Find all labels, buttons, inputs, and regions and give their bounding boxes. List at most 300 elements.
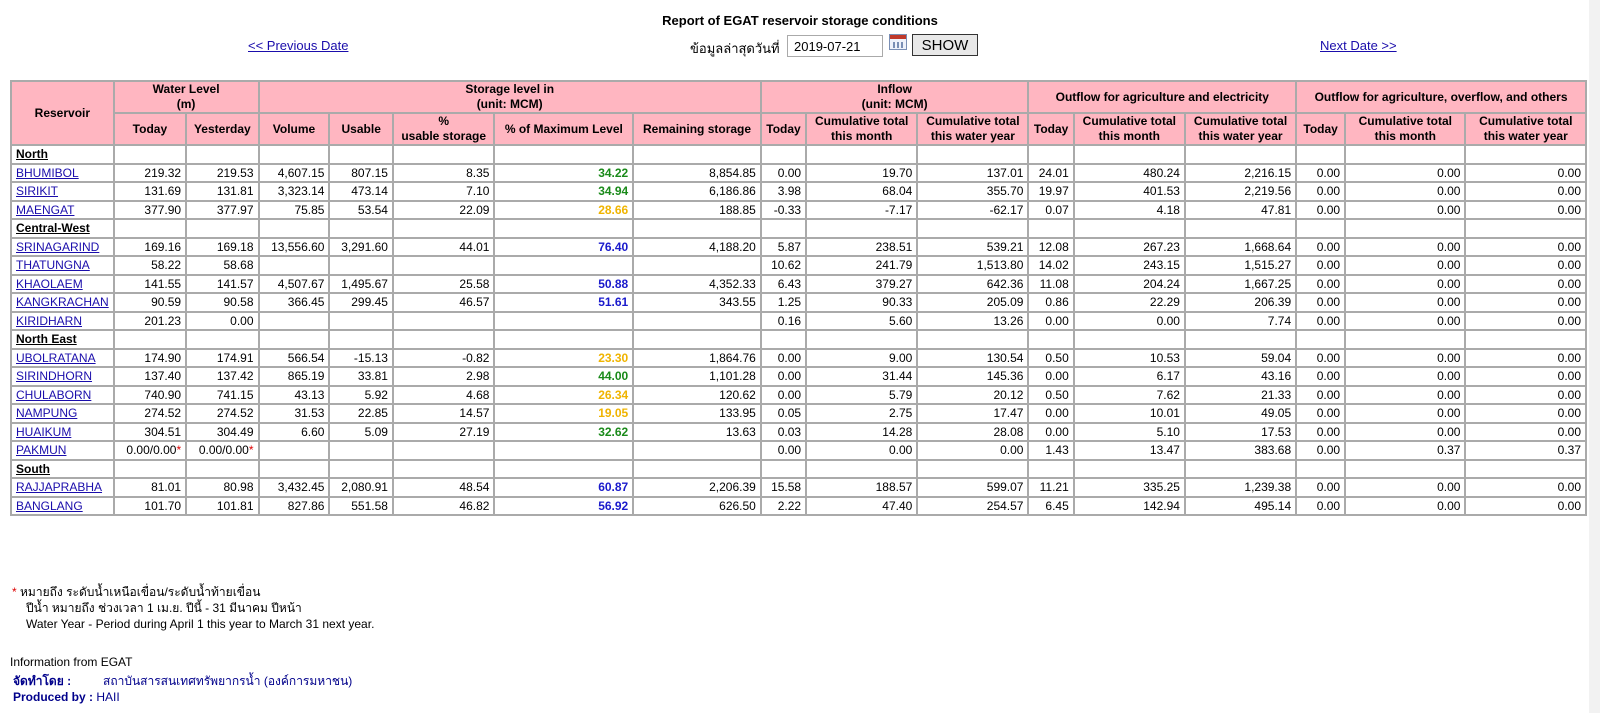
data-cell: 0.00 (1296, 182, 1345, 201)
data-cell: 1,668.64 (1185, 238, 1296, 257)
reservoir-name-cell (11, 312, 114, 331)
data-cell: 0.00 (1296, 478, 1345, 497)
data-cell: 141.55 (114, 275, 186, 294)
empty-cell (494, 330, 633, 349)
data-cell: 0.00 (1345, 312, 1465, 331)
table-row (11, 386, 1586, 405)
data-cell: 366.45 (259, 293, 330, 312)
data-cell: 43.16 (1185, 367, 1296, 386)
data-cell: -62.17 (917, 201, 1028, 220)
table-row (11, 182, 1586, 201)
empty-cell (917, 460, 1028, 479)
data-cell: 0.00 (761, 164, 806, 183)
data-cell: 626.50 (633, 497, 761, 516)
data-cell: 335.25 (1074, 478, 1185, 497)
reservoir-link[interactable]: BANGLANG (16, 498, 83, 513)
empty-cell (186, 460, 258, 479)
region-label: South (11, 460, 114, 479)
reservoir-name-cell (11, 423, 114, 442)
data-cell: 120.62 (633, 386, 761, 405)
reservoir-link[interactable]: NAMPUNG (16, 406, 78, 421)
header-water-level: Water Level (m) (114, 81, 259, 113)
empty-cell (917, 145, 1028, 164)
data-cell: 31.44 (806, 367, 917, 386)
data-cell: 3,291.60 (329, 238, 392, 257)
header-pct-usable: % usable storage (393, 113, 495, 145)
empty-cell (761, 330, 806, 349)
empty-cell (806, 460, 917, 479)
header-remaining: Remaining storage (633, 113, 761, 145)
empty-cell (917, 219, 1028, 238)
previous-date-link[interactable]: << Previous Date (248, 38, 349, 53)
data-cell: 24.01 (1028, 164, 1073, 183)
data-cell: 5.09 (329, 423, 392, 442)
region-label: Central-West (11, 219, 114, 238)
header-wl-yesterday: Yesterday (186, 113, 258, 145)
empty-cell (114, 145, 186, 164)
header-usable: Usable (329, 113, 392, 145)
empty-cell (114, 330, 186, 349)
empty-cell (1028, 460, 1073, 479)
empty-cell (186, 219, 258, 238)
empty-cell (633, 330, 761, 349)
data-cell: 32.62 (494, 423, 633, 442)
data-cell: 0.00 (1345, 386, 1465, 405)
data-cell: 0.50 (1028, 349, 1073, 368)
data-cell: 8.35 (393, 164, 495, 183)
data-cell: 740.90 (114, 386, 186, 405)
empty-cell (761, 460, 806, 479)
data-cell: 243.15 (1074, 256, 1185, 275)
data-cell: 0.00 (1345, 497, 1465, 516)
data-cell: 76.40 (494, 238, 633, 257)
data-cell: 81.01 (114, 478, 186, 497)
data-cell: 0.00 (1296, 293, 1345, 312)
data-cell: 495.14 (1185, 497, 1296, 516)
data-cell (259, 441, 330, 460)
empty-cell (259, 145, 330, 164)
empty-cell (1074, 330, 1185, 349)
empty-cell (1185, 460, 1296, 479)
data-cell: 2.22 (761, 497, 806, 516)
data-cell: 2,216.15 (1185, 164, 1296, 183)
data-cell: 241.79 (806, 256, 917, 275)
header-volume: Volume (259, 113, 330, 145)
data-cell: 0.86 (1028, 293, 1073, 312)
data-cell (494, 312, 633, 331)
reservoir-link[interactable]: SIRINDHORN (16, 369, 93, 384)
data-cell: 0.00 (806, 441, 917, 460)
data-cell: 0.00 (1296, 441, 1345, 460)
empty-cell (259, 330, 330, 349)
region-row (11, 330, 1586, 349)
data-cell: 59.04 (1185, 349, 1296, 368)
empty-cell (633, 145, 761, 164)
data-cell: 7.74 (1185, 312, 1296, 331)
reservoir-link[interactable]: CHULABORN (16, 387, 92, 402)
data-cell: 205.09 (917, 293, 1028, 312)
star-note: หมายถึง ระดับน้ำเหนือเขื่อน/ระดับน้ำท้ายเขื่อน (20, 585, 261, 599)
reservoir-name-cell (11, 367, 114, 386)
reservoir-name-cell (11, 441, 114, 460)
data-cell: 343.55 (633, 293, 761, 312)
data-cell: 14.28 (806, 423, 917, 442)
data-cell: 19.97 (1028, 182, 1073, 201)
data-cell: 219.32 (114, 164, 186, 183)
data-cell: 101.70 (114, 497, 186, 516)
region-label: North East (11, 330, 114, 349)
data-cell: 6.17 (1074, 367, 1185, 386)
data-cell: 4,352.33 (633, 275, 761, 294)
empty-cell (1296, 219, 1345, 238)
data-cell: 807.15 (329, 164, 392, 183)
empty-cell (329, 460, 392, 479)
empty-cell (329, 219, 392, 238)
empty-cell (494, 145, 633, 164)
data-cell: 56.92 (494, 497, 633, 516)
empty-cell (806, 145, 917, 164)
data-cell: 137.40 (114, 367, 186, 386)
data-cell: -0.82 (393, 349, 495, 368)
reservoir-link[interactable]: MAENGAT (16, 202, 75, 217)
data-cell: 43.13 (259, 386, 330, 405)
produced-by-value: HAII (96, 690, 120, 704)
data-cell: 0.07 (1028, 201, 1073, 220)
data-cell: 6,186.86 (633, 182, 761, 201)
empty-cell (393, 460, 495, 479)
table-row (11, 256, 1586, 275)
empty-cell (393, 219, 495, 238)
empty-cell (1074, 219, 1185, 238)
data-cell: 0.50 (1028, 386, 1073, 405)
data-cell: 15.58 (761, 478, 806, 497)
table-row (11, 367, 1586, 386)
reservoir-link[interactable]: SIRIKIT (16, 184, 59, 199)
data-cell: 0.00 (1296, 238, 1345, 257)
empty-cell (1185, 145, 1296, 164)
data-cell: 5.79 (806, 386, 917, 405)
data-cell: 47.40 (806, 497, 917, 516)
page-title: Report of EGAT reservoir storage conditions (662, 13, 938, 28)
data-cell: 34.22 (494, 164, 633, 183)
data-cell: 1,513.80 (917, 256, 1028, 275)
data-cell: 0.00 (1465, 367, 1586, 386)
reservoir-name-cell (11, 182, 114, 201)
data-cell: -15.13 (329, 349, 392, 368)
data-cell: 642.36 (917, 275, 1028, 294)
reservoir-link[interactable]: SRINAGARIND (16, 239, 100, 254)
data-cell: 0.00 (1345, 256, 1465, 275)
data-cell: 1.43 (1028, 441, 1073, 460)
data-cell: 5.60 (806, 312, 917, 331)
data-cell: 5.87 (761, 238, 806, 257)
empty-cell (1296, 330, 1345, 349)
reservoir-name-cell (11, 256, 114, 275)
empty-cell (1465, 145, 1586, 164)
next-date-link[interactable]: Next Date >> (1320, 38, 1397, 53)
data-cell: 141.57 (186, 275, 258, 294)
data-cell: 0.00 (1465, 238, 1586, 257)
reservoir-name-cell (11, 497, 114, 516)
data-cell: 4,188.20 (633, 238, 761, 257)
data-cell: 10.62 (761, 256, 806, 275)
data-cell (329, 441, 392, 460)
data-cell: 46.82 (393, 497, 495, 516)
data-cell: 23.30 (494, 349, 633, 368)
data-cell: 4.68 (393, 386, 495, 405)
empty-cell (1345, 460, 1465, 479)
data-cell: 19.70 (806, 164, 917, 183)
table-row (11, 164, 1586, 183)
data-cell: 6.60 (259, 423, 330, 442)
star-marker: * (176, 443, 182, 458)
data-cell: 19.05 (494, 404, 633, 423)
data-cell: 46.57 (393, 293, 495, 312)
data-cell: 5.10 (1074, 423, 1185, 442)
header-inflow-cum-year: Cumulative total this water year (917, 113, 1028, 145)
data-cell: 13.26 (917, 312, 1028, 331)
data-cell (329, 256, 392, 275)
empty-cell (633, 460, 761, 479)
empty-cell (1465, 460, 1586, 479)
data-cell: 11.08 (1028, 275, 1073, 294)
data-cell: 44.00 (494, 367, 633, 386)
data-cell: 0.00 (761, 367, 806, 386)
data-cell: 0.00 (1345, 164, 1465, 183)
data-cell: 28.08 (917, 423, 1028, 442)
data-cell (329, 312, 392, 331)
data-cell: 31.53 (259, 404, 330, 423)
header-inflow-cum-month: Cumulative total this month (806, 113, 917, 145)
data-cell: 204.24 (1074, 275, 1185, 294)
data-cell: 0.00 (761, 349, 806, 368)
data-cell: 1,101.28 (633, 367, 761, 386)
data-cell: 13.63 (633, 423, 761, 442)
data-cell: 0.00 (1465, 478, 1586, 497)
empty-cell (761, 145, 806, 164)
data-cell: 304.49 (186, 423, 258, 442)
data-cell: 0.00 (1345, 201, 1465, 220)
header-wl-today: Today (114, 113, 186, 145)
data-cell: 17.53 (1185, 423, 1296, 442)
data-cell: 201.23 (114, 312, 186, 331)
data-cell: 68.04 (806, 182, 917, 201)
data-cell: 0.00 (1345, 275, 1465, 294)
info-source: Information from EGAT (10, 655, 133, 669)
empty-cell (1465, 330, 1586, 349)
data-cell (393, 312, 495, 331)
data-cell: 0.00 (1028, 423, 1073, 442)
data-cell: 7.10 (393, 182, 495, 201)
data-cell: 304.51 (114, 423, 186, 442)
data-cell: 80.98 (186, 478, 258, 497)
reservoir-link[interactable]: UBOLRATANA (16, 350, 96, 365)
data-cell: 0.00 (1345, 182, 1465, 201)
data-cell: 21.33 (1185, 386, 1296, 405)
data-cell: 174.90 (114, 349, 186, 368)
header-out2-today: Today (1296, 113, 1345, 145)
empty-cell (329, 330, 392, 349)
data-cell: 206.39 (1185, 293, 1296, 312)
data-cell: 137.01 (917, 164, 1028, 183)
empty-cell (917, 330, 1028, 349)
header-reservoir: Reservoir (11, 81, 114, 145)
reservoir-link[interactable]: RAJJAPRABHA (16, 480, 103, 495)
reservoir-link[interactable]: PAKMUN (16, 443, 67, 458)
reservoir-link[interactable]: KHAOLAEM (16, 276, 83, 291)
show-button[interactable]: SHOW (912, 34, 978, 56)
data-cell: 383.68 (1185, 441, 1296, 460)
header-inflow: Inflow (unit: MCM) (761, 81, 1029, 113)
empty-cell (259, 460, 330, 479)
empty-cell (1296, 145, 1345, 164)
data-cell: 25.58 (393, 275, 495, 294)
table-row (11, 349, 1586, 368)
data-cell: 6.45 (1028, 497, 1073, 516)
reservoir-link[interactable]: KIRIDHARN (16, 313, 83, 328)
data-cell: 0.00 (917, 441, 1028, 460)
data-cell: 0.00 (1465, 275, 1586, 294)
empty-cell (761, 219, 806, 238)
data-cell: 0.00 (1028, 367, 1073, 386)
reservoir-name-cell (11, 404, 114, 423)
date-input[interactable] (787, 35, 883, 57)
data-cell (494, 441, 633, 460)
data-cell: 1,864.76 (633, 349, 761, 368)
data-cell: 3.98 (761, 182, 806, 201)
data-cell: 4,607.15 (259, 164, 330, 183)
data-cell: 0.00 (1074, 312, 1185, 331)
empty-cell (633, 219, 761, 238)
data-cell: 130.54 (917, 349, 1028, 368)
data-cell: 28.66 (494, 201, 633, 220)
data-cell: 0.00 (1465, 201, 1586, 220)
data-cell: 566.54 (259, 349, 330, 368)
data-cell: 101.81 (186, 497, 258, 516)
data-cell (494, 256, 633, 275)
data-cell (393, 256, 495, 275)
data-cell: 0.00 (1296, 367, 1345, 386)
data-cell: 1,239.38 (1185, 478, 1296, 497)
data-cell: 0.00 (1345, 478, 1465, 497)
table-row (11, 423, 1586, 442)
data-cell: 0.00 (1345, 423, 1465, 442)
notes (12, 584, 374, 632)
data-cell: 0.00 (1465, 497, 1586, 516)
data-cell: 219.53 (186, 164, 258, 183)
data-cell: 14.57 (393, 404, 495, 423)
data-cell: 0.00 (761, 386, 806, 405)
reservoir-link[interactable]: KANGKRACHAN (16, 295, 109, 310)
table-row (11, 441, 1586, 460)
data-cell: 60.87 (494, 478, 633, 497)
date-label: ข้อมูลล่าสุดวันที่ (690, 41, 780, 56)
data-cell: 47.81 (1185, 201, 1296, 220)
table-row (11, 404, 1586, 423)
data-cell: 0.00 (1296, 349, 1345, 368)
data-cell: 0.16 (761, 312, 806, 331)
header-inflow-today: Today (761, 113, 806, 145)
data-cell: 2.75 (806, 404, 917, 423)
data-cell: 0.00 (1465, 423, 1586, 442)
header-out2-cum-year: Cumulative total this water year (1465, 113, 1586, 145)
reservoir-name-cell (11, 478, 114, 497)
data-cell: 0.00 (1296, 256, 1345, 275)
empty-cell (186, 330, 258, 349)
data-cell: 274.52 (114, 404, 186, 423)
data-cell: 0.37 (1345, 441, 1465, 460)
data-cell: 0.00 (1345, 404, 1465, 423)
data-cell: 22.29 (1074, 293, 1185, 312)
data-cell: 0.00 (1296, 404, 1345, 423)
data-cell: 355.70 (917, 182, 1028, 201)
scrollbar[interactable] (1589, 0, 1600, 713)
data-cell: 0.00 (1465, 293, 1586, 312)
data-cell: 13,556.60 (259, 238, 330, 257)
reservoir-link[interactable]: BHUMIBOL (16, 165, 79, 180)
data-cell: 142.94 (1074, 497, 1185, 516)
data-cell: 480.24 (1074, 164, 1185, 183)
data-cell: 0.00 (1345, 367, 1465, 386)
header-storage: Storage level in (unit: MCM) (259, 81, 761, 113)
data-cell (259, 256, 330, 275)
data-cell: 75.85 (259, 201, 330, 220)
data-cell: 238.51 (806, 238, 917, 257)
data-cell: 44.01 (393, 238, 495, 257)
empty-cell (259, 219, 330, 238)
data-cell: 1,515.27 (1185, 256, 1296, 275)
data-cell: 3,432.45 (259, 478, 330, 497)
data-cell: 34.94 (494, 182, 633, 201)
data-cell: 2,206.39 (633, 478, 761, 497)
header-out2-cum-month: Cumulative total this month (1345, 113, 1465, 145)
water-year-note-en: Water Year - Period during April 1 this year to March 31 next year. (26, 617, 375, 631)
reservoir-name-cell (11, 293, 114, 312)
credits (13, 673, 352, 705)
data-cell: 33.81 (329, 367, 392, 386)
empty-cell (494, 460, 633, 479)
data-cell: 299.45 (329, 293, 392, 312)
data-cell: 51.61 (494, 293, 633, 312)
data-cell: 133.95 (633, 404, 761, 423)
reservoir-link[interactable]: THATUNGNA (16, 258, 90, 273)
data-cell: 26.34 (494, 386, 633, 405)
data-cell: 0.00 (1465, 164, 1586, 183)
data-cell: 0.00 (1465, 404, 1586, 423)
data-cell: 0.00 (1465, 349, 1586, 368)
data-cell: 9.00 (806, 349, 917, 368)
data-cell: 131.69 (114, 182, 186, 201)
reservoir-name-cell (11, 349, 114, 368)
table-row (11, 275, 1586, 294)
data-cell: 6.43 (761, 275, 806, 294)
data-cell: 188.57 (806, 478, 917, 497)
organized-by-label: จัดทำโดย : (13, 674, 72, 688)
data-cell: 0.03 (761, 423, 806, 442)
empty-cell (114, 460, 186, 479)
data-cell: 539.21 (917, 238, 1028, 257)
data-cell: 53.54 (329, 201, 392, 220)
header-outflow-agri-overflow: Outflow for agriculture, overflow, and others (1296, 81, 1586, 113)
data-cell: 0.00 (1296, 201, 1345, 220)
data-cell: 0.00 (761, 441, 806, 460)
data-cell: 865.19 (259, 367, 330, 386)
reservoir-link[interactable]: HUAIKUM (16, 424, 72, 439)
calendar-icon[interactable] (889, 34, 907, 50)
empty-cell (494, 219, 633, 238)
data-cell: 7.62 (1074, 386, 1185, 405)
empty-cell (1028, 145, 1073, 164)
